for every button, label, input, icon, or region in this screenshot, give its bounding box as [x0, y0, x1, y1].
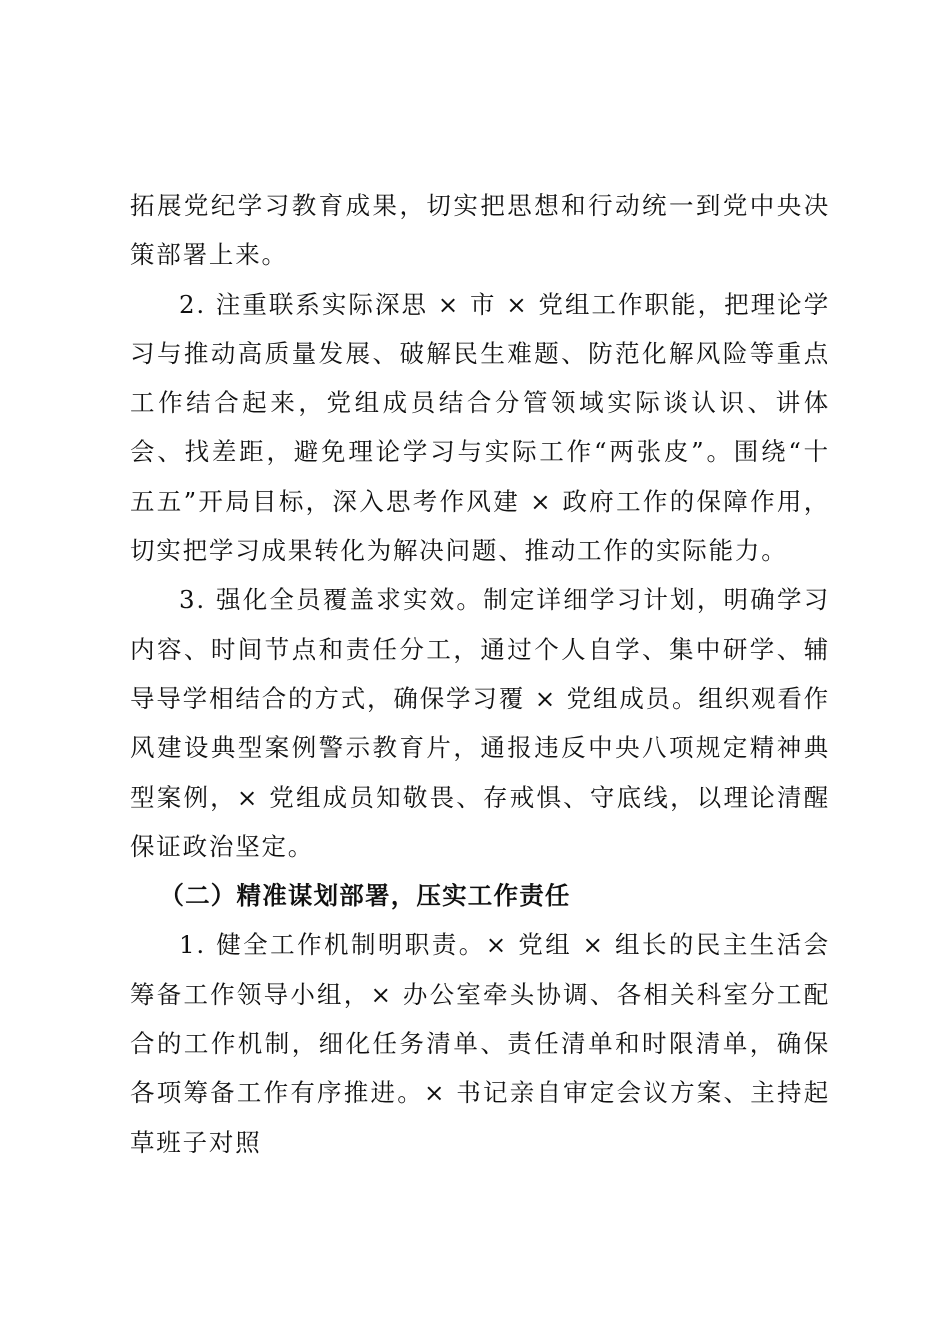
section-heading: （二）精准谋划部署，压实工作责任	[159, 881, 571, 911]
document-body	[130, 181, 830, 1167]
paragraph-item-3: 3. 强化全员覆盖求实效。制定详细学习计划，明确学习内容、时间节点和责任分工，通过个人自学、集中研学、辅导导学相结合的方式，确保学习覆 × 党组成员。组织观看作风建设典型案例警示教育片，通报违反中央八项规定精神典型案例，× 党组成员知敬畏、存戒惧、守底线，以理论清醒保证政治坚定。	[130, 585, 830, 861]
paragraph-item-1: 1. 健全工作机制明职责。× 党组 × 组长的民主生活会筹备工作领导小组，× 办公室牵头协调、各相关科室分工配合的工作机制，细化任务清单、责任清单和时限清单，确保各项筹备工作有序推进。× 书记亲自审定会议方案、主持起草班子对照	[130, 930, 830, 1157]
paragraph-continuation: 拓展党纪学习教育成果，切实把思想和行动统一到党中央决策部署上来。	[130, 191, 830, 270]
paragraph-item-2: 2. 注重联系实际深思 × 市 × 党组工作职能，把理论学习与推动高质量发展、破解民生难题、防范化解风险等重点工作结合起来，党组成员结合分管领域实际谈认识、讲体会、找差距，避免理论学习与实际工作“两张皮”。围绕“十五五”开局目标，深入思考作风建 × 政府工作的保障作用，切实把学习成果转化为解决问题、推动工作的实际能力。	[130, 289, 830, 566]
